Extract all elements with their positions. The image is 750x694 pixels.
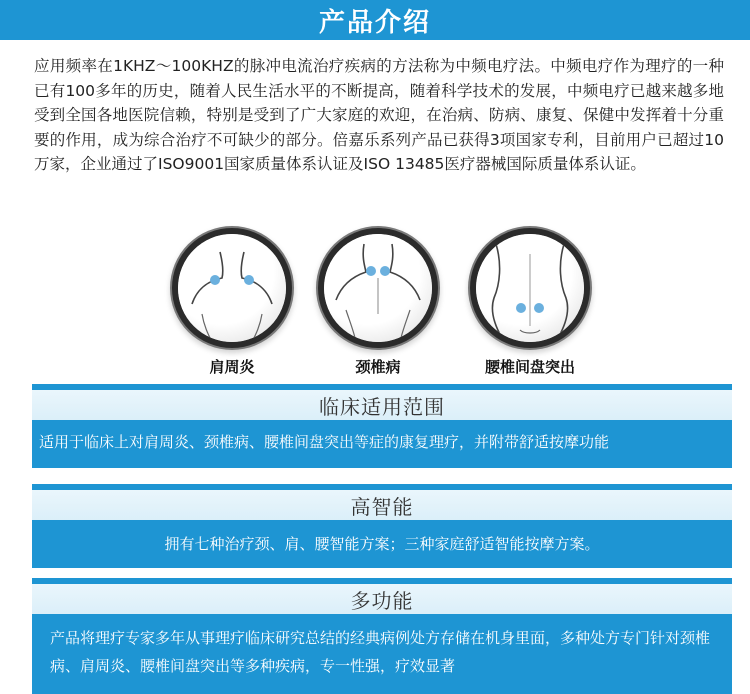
- panel-title-bar: [32, 390, 732, 420]
- condition-label: 肩周炎: [209, 358, 255, 376]
- condition-illustrations: [0, 228, 750, 376]
- panel-title-bar: [32, 490, 732, 520]
- shoulder-back-icon: [178, 234, 286, 342]
- panel-title-bar: [32, 584, 732, 614]
- panel-smart: [32, 484, 732, 568]
- panel-title: 多功能: [350, 588, 414, 613]
- section-title: 产品介绍: [318, 7, 431, 38]
- lower-back-icon: [476, 234, 584, 342]
- section-header: [0, 0, 750, 40]
- panel-text: 拥有七种治疗颈、肩、腰智能方案；三种家庭舒适智能按摩方案。: [164, 535, 600, 553]
- panel-text: 适用于临床上对肩周炎、颈椎病、腰椎间盘突出等症的康复理疗，并附带舒适按摩功能: [39, 433, 610, 451]
- condition-shoulder: [172, 234, 292, 377]
- condition-lower-back: [470, 234, 590, 377]
- neck-icon: [324, 234, 432, 342]
- panel-title: 临床适用范围: [319, 394, 445, 419]
- panel-text: 产品将理疗专家多年从事理疗临床研究总结的经典病例处方存储在机身里面，多种处方专门针对颈椎病、肩周炎、腰椎间盘突出等多种疾病，专一性强，疗效显著: [50, 629, 711, 675]
- panel-clinical-scope: [32, 384, 732, 468]
- condition-label: 腰椎间盘突出: [484, 358, 575, 376]
- panel-title: 高智能: [350, 494, 414, 519]
- condition-neck: [318, 234, 438, 377]
- intro-paragraph: 应用频率在1KHZ～100KHZ的脉冲电流治疗疾病的方法称为中频电疗法。中频电疗作为理疗的一种已有100多年的历史，随着人民生活水平的不断提高，随着科学技术的发展，中频电疗已越来越多地受到全国各地医院信赖，特别是受到了广大家庭的欢迎，在治病、防病、康复、保健中发挥着十分重要的作用，成为综合治疗不可缺少的部分。倍嘉乐系列产品已获得3项国家专利，目前用户已超过10万家，企业通过了ISO9001国家质量体系认证及ISO 13485医疗器械国际质量体系认证。: [34, 57, 724, 174]
- condition-label: 颈椎病: [355, 358, 401, 376]
- panel-multifunction: [32, 578, 732, 694]
